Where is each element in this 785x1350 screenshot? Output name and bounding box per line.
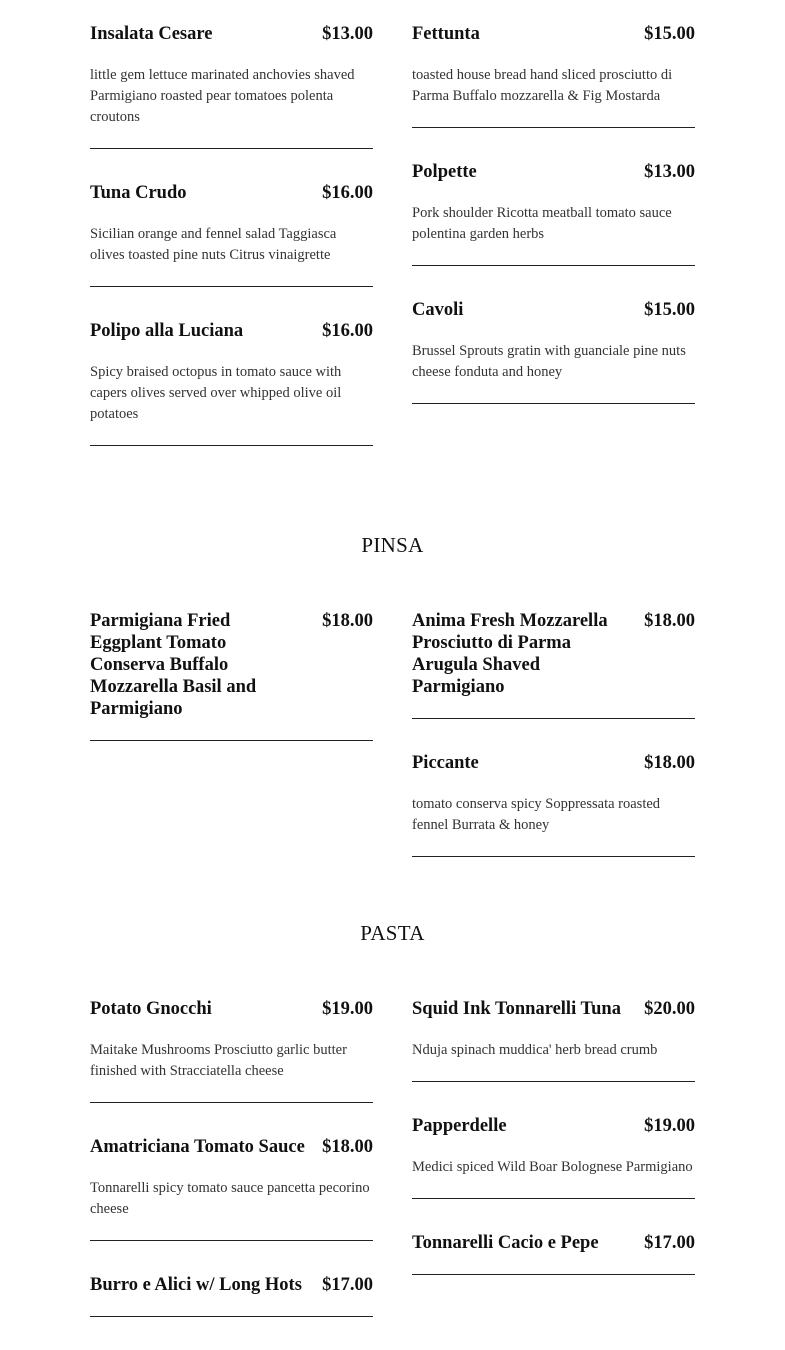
menu-item-description: tomato conserva spicy Soppressata roasted fennel Burrata & honey	[412, 796, 661, 833]
section-columns	[90, 23, 695, 479]
menu-item-price: $18.00	[322, 1137, 373, 1157]
menu-item	[412, 610, 695, 719]
menu-item-description: Sicilian orange and fennel salad Taggiasca olives toasted pine nuts Citrus vinaigrette	[90, 226, 337, 263]
menu-item	[412, 23, 695, 128]
menu-item	[90, 1274, 373, 1317]
right-column	[412, 23, 695, 479]
menu-item-header	[90, 610, 373, 720]
menu-item-price: $18.00	[322, 611, 373, 631]
menu-item	[90, 320, 373, 446]
menu-item	[412, 161, 695, 266]
left-column	[90, 610, 373, 890]
menu-item-price: $17.00	[322, 1275, 373, 1295]
menu-item-price: $19.00	[322, 999, 373, 1019]
menu-item-price: $15.00	[644, 300, 695, 320]
menu-item-price: $18.00	[644, 611, 695, 631]
menu-item-name: Fettunta	[412, 24, 480, 44]
section-heading: PINSA	[361, 533, 424, 557]
menu-item-description: Pork shoulder Ricotta meatball tomato sauce polentina garden herbs	[412, 205, 672, 242]
menu-item	[412, 752, 695, 857]
menu-item-name: Polpette	[412, 162, 477, 182]
menu-item	[90, 610, 373, 741]
menu-item-description: Medici spiced Wild Boar Bolognese Parmigiano	[412, 1159, 693, 1175]
menu-item-name: Insalata Cesare	[90, 24, 213, 44]
menu-item	[412, 998, 695, 1082]
menu-item-header	[412, 1115, 695, 1137]
menu-item-description: toasted house bread hand sliced prosciutto di Parma Buffalo mozzarella & Fig Mostarda	[412, 67, 673, 104]
menu-item	[90, 182, 373, 287]
menu-item-header	[412, 299, 695, 321]
menu-item-name: Polipo alla Luciana	[90, 321, 244, 341]
menu-item-price: $16.00	[322, 321, 373, 341]
menu-item-header	[412, 998, 695, 1020]
menu-item-price: $15.00	[644, 24, 695, 44]
menu-item-header	[90, 1274, 373, 1296]
menu-item-name: Anima Fresh Mozzarella Prosciutto di Parma Arugula Shaved Parmigiano	[412, 611, 608, 697]
menu-item-header	[90, 1136, 373, 1158]
menu-item-description: little gem lettuce marinated anchovies shaved Parmigiano roasted pear tomatoes polenta croutons	[90, 67, 355, 125]
menu-item	[412, 299, 695, 404]
menu-item-name: Tuna Crudo	[90, 183, 187, 203]
menu-item	[90, 1136, 373, 1241]
menu-item	[90, 23, 373, 149]
menu-item-description: Brussel Sprouts gratin with guanciale pine nuts cheese fonduta and honey	[412, 343, 686, 380]
menu-item-name: Burro e Alici w/ Long Hots	[90, 1275, 302, 1295]
menu-item-name: Tonnarelli Cacio e Pepe	[412, 1233, 599, 1253]
menu-item-price: $17.00	[644, 1233, 695, 1253]
menu-item-header	[90, 23, 373, 45]
menu-item-header	[90, 182, 373, 204]
left-column	[90, 998, 373, 1350]
menu-item	[412, 1115, 695, 1199]
menu-item-description: Maitake Mushrooms Prosciutto garlic butter finished with Stracciatella cheese	[90, 1042, 347, 1079]
right-column	[412, 610, 695, 890]
menu-item-name: Papperdelle	[412, 1116, 507, 1136]
menu-item-price: $18.00	[644, 753, 695, 773]
section-columns	[90, 610, 695, 890]
menu-item-price: $13.00	[322, 24, 373, 44]
section-columns	[90, 998, 695, 1350]
section-heading: PASTA	[360, 921, 425, 945]
menu-item	[90, 998, 373, 1103]
menu-item-description: Nduja spinach muddica' herb bread crumb	[412, 1042, 658, 1058]
menu-item-price: $16.00	[322, 183, 373, 203]
menu-item-price: $20.00	[644, 999, 695, 1019]
menu-item-header	[412, 161, 695, 183]
menu-item-header	[412, 610, 695, 698]
menu-item-name: Squid Ink Tonnarelli Tuna	[412, 999, 621, 1019]
menu-item-price: $13.00	[644, 162, 695, 182]
left-column	[90, 23, 373, 479]
menu-item-description: Spicy braised octopus in tomato sauce with capers olives served over whipped olive oil potatoes	[90, 364, 342, 422]
menu-item-header	[90, 998, 373, 1020]
menu-item-header	[412, 1232, 695, 1254]
menu-item-price: $19.00	[644, 1116, 695, 1136]
menu-item-description: Tonnarelli spicy tomato sauce pancetta pecorino cheese	[90, 1180, 370, 1217]
menu-item-name: Parmigiana Fried Eggplant Tomato Conserva Buffalo Mozzarella Basil and Parmigiano	[90, 611, 257, 719]
menu-item-header	[412, 23, 695, 45]
menu-item-header	[412, 752, 695, 774]
menu-item-name: Piccante	[412, 753, 479, 773]
menu-item-name: Amatriciana Tomato Sauce	[90, 1137, 305, 1157]
right-column	[412, 998, 695, 1350]
menu-item	[412, 1232, 695, 1275]
menu-item-name: Potato Gnocchi	[90, 999, 212, 1019]
menu-item-name: Cavoli	[412, 300, 464, 320]
menu-item-header	[90, 320, 373, 342]
